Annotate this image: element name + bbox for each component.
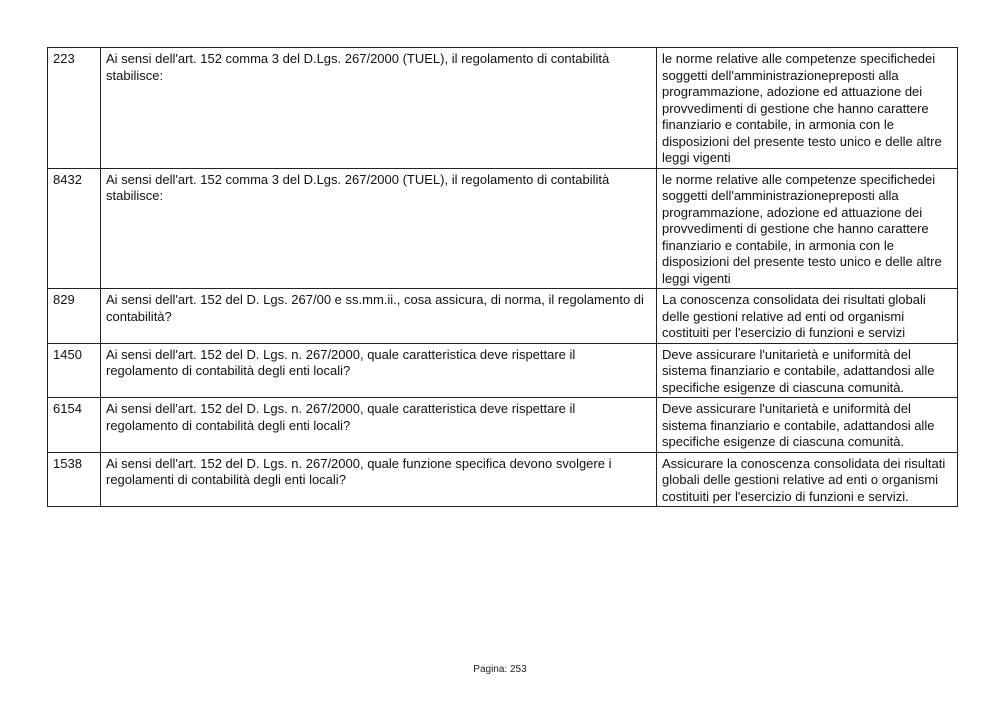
answer-text: La conoscenza consolidata dei risultati globali delle gestioni relative ad enti od organismi costituiti per l'esercizio di funzioni e servizi [657, 289, 958, 344]
table-row [48, 289, 958, 344]
answer-text: Deve assicurare l'unitarietà e uniformità del sistema finanziario e contabile, adattandosi alle specifiche esigenze di ciascuna comunità. [657, 398, 958, 453]
answer-text: le norme relative alle competenze specifichedei soggetti dell'amministrazionepreposti alla programmazione, adozione ed attuazione dei provvedimenti di gestione che hanno carattere finanziario e contabile, in armonia con le disposizioni del presente testo unico e delle altre leggi vigenti [657, 48, 958, 169]
table-row [48, 168, 958, 289]
question-number: 223 [48, 48, 101, 169]
answer-text: le norme relative alle competenze specifichedei soggetti dell'amministrazionepreposti alla programmazione, adozione ed attuazione dei provvedimenti di gestione che hanno carattere finanziario e contabile, in armonia con le disposizioni del presente testo unico e delle altre leggi vigenti [657, 168, 958, 289]
answer-text: Deve assicurare l'unitarietà e uniformità del sistema finanziario e contabile, adattandosi alle specifiche esigenze di ciascuna comunità. [657, 343, 958, 398]
table-row [48, 452, 958, 507]
question-text: Ai sensi dell'art. 152 comma 3 del D.Lgs. 267/2000 (TUEL), il regolamento di contabilità stabilisce: [101, 168, 657, 289]
qa-table [47, 47, 958, 507]
question-number: 1450 [48, 343, 101, 398]
question-text: Ai sensi dell'art. 152 del D. Lgs. n. 267/2000, quale caratteristica deve rispettare il regolamento di contabilità degli enti locali? [101, 398, 657, 453]
answer-text: Assicurare la conoscenza consolidata dei risultati globali delle gestioni relative ad enti o organismi costituiti per l'esercizio di funzioni e servizi. [657, 452, 958, 507]
table-row [48, 343, 958, 398]
question-number: 1538 [48, 452, 101, 507]
table-row [48, 48, 958, 169]
question-number: 6154 [48, 398, 101, 453]
question-text: Ai sensi dell'art. 152 del D. Lgs. n. 267/2000, quale funzione specifica devono svolgere i regolamenti di contabilità degli enti locali? [101, 452, 657, 507]
question-number: 829 [48, 289, 101, 344]
question-text: Ai sensi dell'art. 152 comma 3 del D.Lgs. 267/2000 (TUEL), il regolamento di contabilità stabilisce: [101, 48, 657, 169]
table-row [48, 398, 958, 453]
question-text: Ai sensi dell'art. 152 del D. Lgs. n. 267/2000, quale caratteristica deve rispettare il regolamento di contabilità degli enti locali? [101, 343, 657, 398]
question-text: Ai sensi dell'art. 152 del D. Lgs. 267/00 e ss.mm.ii., cosa assicura, di norma, il regolamento di contabilità? [101, 289, 657, 344]
page-number: Pagina: 253 [473, 664, 527, 675]
question-number: 8432 [48, 168, 101, 289]
